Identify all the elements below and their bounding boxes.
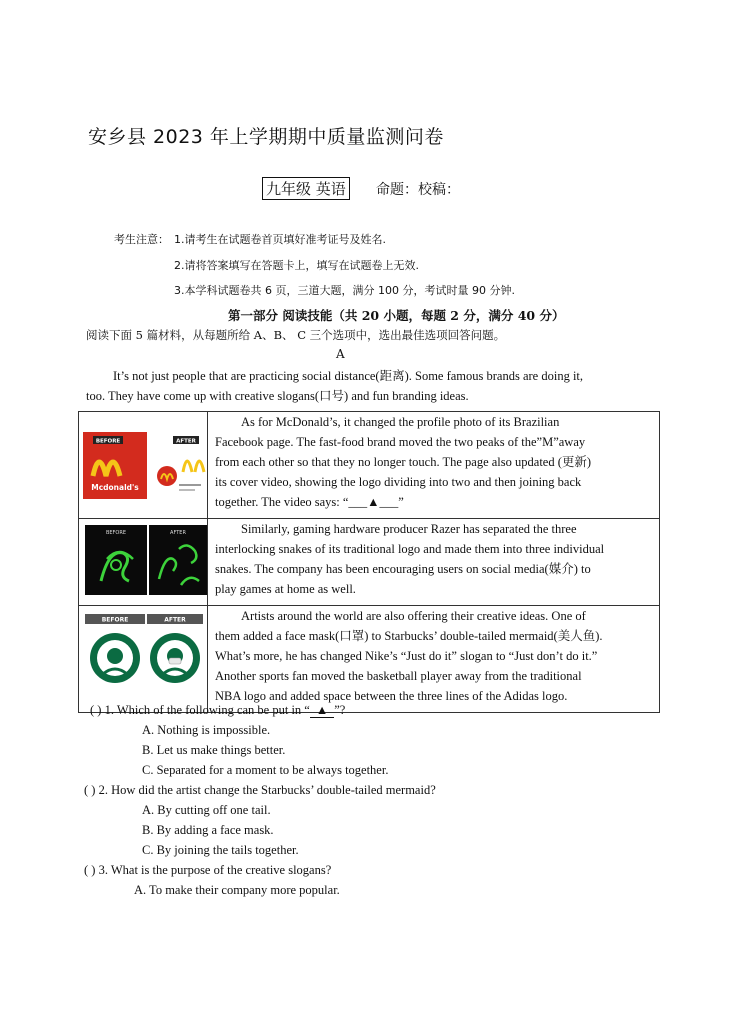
q1-option-c: C. Separated for a moment to be always together. (142, 763, 389, 777)
q2-answer-bracket[interactable]: ( ) (84, 783, 96, 797)
q2-option-c: C. By joining the tails together. (142, 843, 299, 857)
notice-item-3: 3.本学科试题卷共 6 页，三道大题，满分 100 分，考试时量 90 分钟. (174, 284, 515, 297)
notice-item-1: 1.请考生在试题卷首页填好准考证号及姓名. (174, 233, 386, 246)
table-row-razer (79, 519, 660, 606)
grade-subject-box: 九年级 英语 (262, 177, 350, 200)
mcd-line-3: from each other so that they no longer touch. The page also updated (更新) (215, 455, 592, 469)
intro-line-1: It’s not just people that are practicing social distance(距离). Some famous brands are doing it, (113, 369, 584, 383)
q3-stem: 3. What is the purpose of the creative slogans? (98, 863, 332, 877)
razer-before-label: BEFORE (105, 530, 127, 536)
q1-stem: 1. Which of the following can be put in “ (104, 703, 310, 717)
intro-line-2: too. They have come up with creative slogans(口号) and fun branding ideas. (86, 389, 469, 403)
mcdonalds-logo-cell (79, 412, 208, 519)
question-1 (90, 703, 345, 718)
razer-before-after-image (79, 519, 207, 601)
razer-line-4: play games at home as well. (215, 582, 356, 596)
razer-line-1: Similarly, gaming hardware producer Razer has separated the three (241, 522, 577, 536)
q2-option-b: B. By adding a face mask. (142, 823, 274, 837)
table-row-starbucks (79, 606, 660, 713)
setter-reviewer: 命题：校稿： (376, 182, 460, 198)
q2-stem: 2. How did the artist change the Starbucks’ double-tailed mermaid? (98, 783, 436, 797)
notice-item-2: 2.请将答案填写在答题卡上，填写在试题卷上无效. (174, 259, 419, 272)
q1-blank: ▲ (310, 703, 334, 718)
exam-title: 安乡县 2023 年上学期期中质量监测问卷 (88, 126, 444, 148)
table-row-mcdonalds (79, 412, 660, 519)
part1-instruction: 阅读下面 5 篇材料，从每题所给 A、B、 C 三个选项中，选出最佳选项回答问题。 (86, 328, 506, 342)
section-a-label: A (336, 347, 345, 361)
razer-line-2: interlocking snakes of its traditional logo and made them into three individual (215, 542, 605, 556)
q1-option-b: B. Let us make things better. (142, 743, 286, 757)
mcd-after-label: AFTER (176, 438, 196, 445)
razer-text (208, 519, 660, 606)
question-3 (84, 863, 331, 878)
q2-option-a: A. By cutting off one tail. (142, 803, 271, 817)
sbux-line-4: Another sports fan moved the basketball player away from the traditional (215, 669, 582, 683)
mcd-line-4: its cover video, showing the logo dividing into two and then joining back (215, 475, 582, 489)
mcd-logo-text: Mcdonald's (91, 483, 139, 492)
q1-option-a: A. Nothing is impossible. (142, 723, 271, 737)
mcdonalds-before-after-image (79, 412, 207, 514)
starbucks-before-after-image (79, 606, 207, 708)
sbux-line-5: NBA logo and added space between the three lines of the Adidas logo. (215, 689, 568, 703)
q1-answer-bracket[interactable]: ( ) (90, 703, 102, 717)
sbux-before-label: BEFORE (101, 616, 129, 624)
q3-answer-bracket[interactable]: ( ) (84, 863, 96, 877)
razer-logo-cell (79, 519, 208, 606)
starbucks-logo-cell (79, 606, 208, 713)
sbux-line-2: them added a face mask(口罩) to Starbucks’ double-tailed mermaid(美人鱼). (215, 629, 603, 643)
sbux-line-1: Artists around the world are also offering their creative ideas. One of (241, 609, 586, 623)
razer-after-label: AFTER (170, 530, 186, 536)
mcd-line-1: As for McDonald’s, it changed the profile photo of its Brazilian (241, 415, 560, 429)
notice-label: 考生注意： (114, 233, 169, 246)
mcd-before-label: BEFORE (95, 438, 121, 445)
brands-table (78, 411, 660, 713)
q3-option-a: A. To make their company more popular. (134, 883, 340, 897)
starbucks-text (208, 606, 660, 713)
part1-title: 第一部分 阅读技能（共 20 小题，每题 2 分，满分 40 分） (228, 308, 565, 323)
sbux-after-label: AFTER (164, 616, 186, 624)
razer-line-3: snakes. The company has been encouraging users on social media(媒介) to (215, 562, 591, 576)
q1-stem-end: ”? (334, 703, 346, 717)
mcd-line-2: Facebook page. The fast-food brand moved the two peaks of the”M”away (215, 435, 586, 449)
mcd-line-5: together. The video says: “___▲___” (215, 495, 404, 509)
sbux-line-3: What’s more, he has changed Nike’s “Just do it” slogan to “Just don’t do it.” (215, 649, 598, 663)
mcdonalds-text (208, 412, 660, 519)
question-2 (84, 783, 436, 798)
